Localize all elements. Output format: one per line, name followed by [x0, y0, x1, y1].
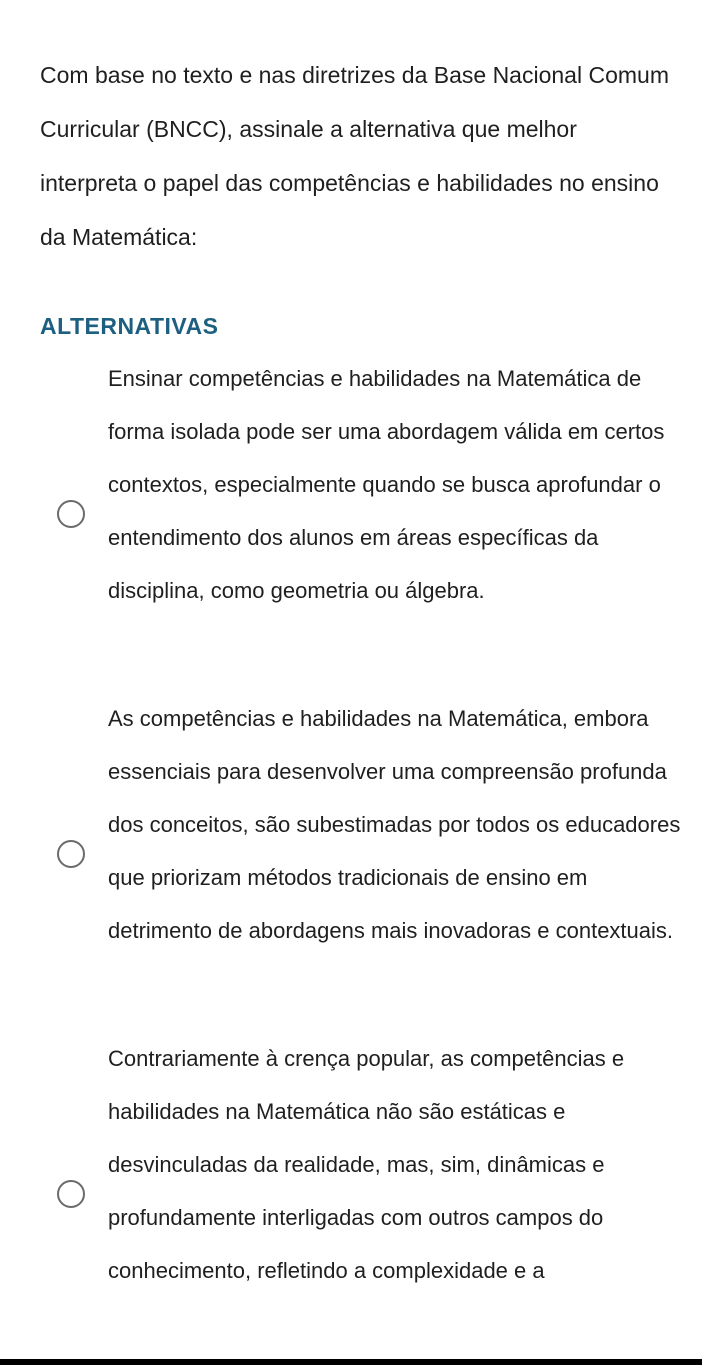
bottom-edge-bar — [0, 1359, 702, 1365]
alternative-option-1[interactable] — [0, 352, 702, 692]
radio-button-icon[interactable] — [57, 840, 85, 868]
alternative-text: Contrariamente à crença popular, as competências e habilidades na Matemática não são estáticas e desvinculadas da realidade, mas, sim, dinâmicas e profundamente interligadas com outros campos do conhecimento, refletindo a complexidade e a — [108, 1046, 625, 1283]
alternative-text: As competências e habilidades na Matemática, embora essenciais para desenvolver uma compreensão profunda dos conceitos, são subestimadas por todos os educadores que priorizam métodos tradicionais de ensino em detrimento de abordagens mais inovadoras e contextuais. — [108, 706, 681, 943]
alternative-option-2[interactable] — [0, 692, 702, 1032]
question-text: Com base no texto e nas diretrizes da Base Nacional Comum Curricular (BNCC), assinale a alternativa que melhor interpreta o papel das competências e habilidades no ensino da Matemática: — [40, 62, 669, 250]
alternative-text: Ensinar competências e habilidades na Matemática de forma isolada pode ser uma abordagem válida em certos contextos, especialmente quando se busca aprofundar o entendimento dos alunos em áreas específicas da disciplina, como geometria ou álgebra. — [108, 366, 665, 603]
alternatives-heading: ALTERNATIVAS — [40, 313, 219, 339]
alternatives-list — [0, 352, 702, 1372]
alternative-option-3[interactable] — [0, 1032, 702, 1372]
radio-button-icon[interactable] — [57, 1180, 85, 1208]
radio-button-icon[interactable] — [57, 500, 85, 528]
